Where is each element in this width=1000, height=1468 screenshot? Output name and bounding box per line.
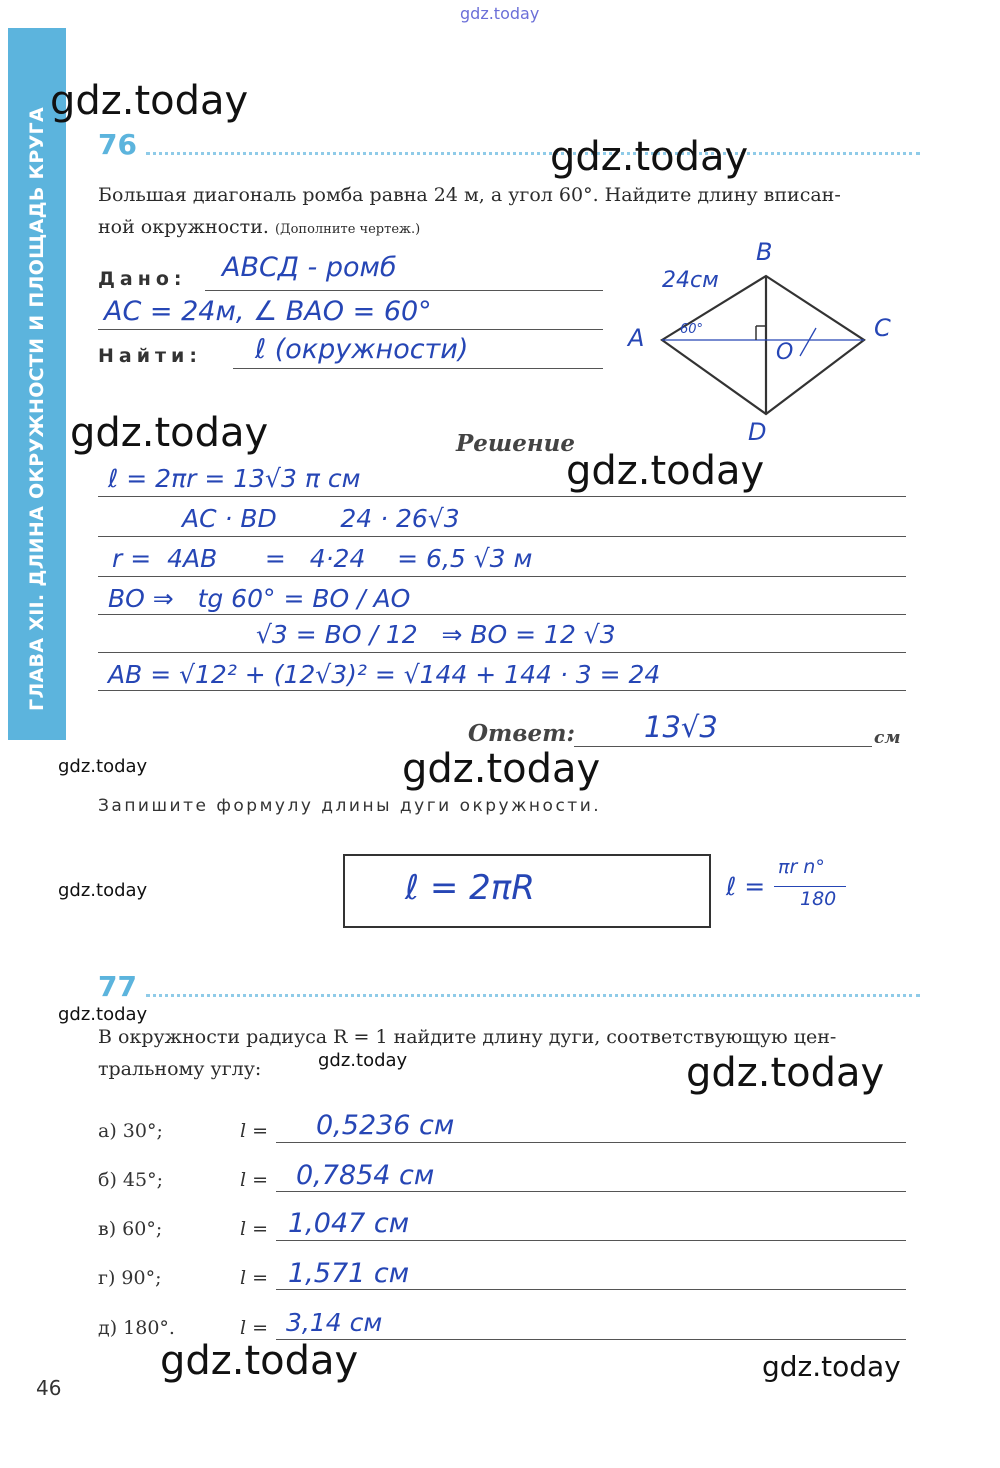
item-c-answer: 1,047 см (288, 1208, 410, 1239)
item-c-line (276, 1240, 906, 1241)
item-d-label: г) 90°; (98, 1267, 162, 1289)
item-a-label: а) 30°; (98, 1120, 163, 1142)
formula-box (343, 854, 711, 928)
task-77-text-line1: В окружности радиуса R = 1 найдите длину дуги, соответствующую цен- (98, 1026, 837, 1048)
watermark-2: gdz.today (550, 134, 749, 180)
task-76-hint: (Дополните чертеж.) (274, 222, 421, 237)
solution-line-6 (98, 690, 906, 691)
solution-hw-1: ℓ = 2πr = 13√3 π см (108, 464, 361, 493)
center-o-label: O (776, 340, 794, 365)
task-76-number: 76 (98, 128, 137, 161)
watermark-9: gdz.today (318, 1050, 408, 1071)
task-77-text-line2: тральному углу: (98, 1058, 262, 1080)
arc-formula-prompt: Запишите формулу длины дуги окружности. (98, 796, 602, 816)
vertex-b-label: B (756, 238, 773, 266)
arc-formula-fraction-bar (774, 886, 846, 887)
page-number: 46 (36, 1376, 62, 1400)
item-d-line (276, 1289, 906, 1290)
item-a-line (276, 1142, 906, 1143)
side-length-label: 24см (662, 268, 719, 293)
given-label: Дано: (98, 268, 187, 290)
task-76-text-line1: Большая диагональ ромба равна 24 м, а угол 60°. Найдите длину вписан- (98, 184, 841, 206)
solution-hw-5: √3 = BO / 12 ⇒ BO = 12 √3 (256, 620, 616, 649)
vertex-c-label: C (874, 314, 891, 342)
watermark-top: gdz.today (460, 4, 540, 23)
solution-hw-4: BO ⇒ tg 60° = BO / AO (108, 584, 411, 613)
solution-line-1 (98, 496, 906, 497)
solution-line-5 (98, 652, 906, 653)
solution-hw-3: r = 4AB = 4·24 = 6,5 √3 м (112, 544, 533, 573)
item-d-answer: 1,571 см (288, 1258, 410, 1289)
watermark-5: gdz.today (58, 756, 148, 777)
item-e-answer: 3,14 см (286, 1308, 383, 1337)
given-handwriting-1: ABCД - ромб (222, 252, 397, 283)
given-line-1 (205, 290, 603, 291)
watermark-8: gdz.today (58, 1004, 148, 1025)
task-77-number: 77 (98, 970, 137, 1003)
radius-stroke (800, 328, 816, 356)
solution-hw-6: AB = √12² + (12√3)² = √144 + 144 · 3 = 24 (108, 660, 661, 689)
item-b-answer: 0,7854 см (296, 1160, 435, 1191)
arc-formula-numerator: πr n° (778, 856, 825, 878)
given-line-2 (98, 329, 603, 330)
task-76-text-line2 (98, 212, 420, 245)
watermark-3: gdz.today (70, 410, 269, 456)
watermark-7: gdz.today (58, 880, 148, 901)
answer-line (574, 746, 872, 747)
solution-line-3 (98, 576, 906, 577)
item-a-answer: 0,5236 см (316, 1110, 455, 1141)
task-76-text-line2-main: ной окружности. (98, 216, 269, 238)
item-e-line (276, 1339, 906, 1340)
watermark-12: gdz.today (762, 1350, 901, 1383)
item-b-l: l = (240, 1169, 269, 1191)
item-a-l: l = (240, 1120, 269, 1142)
answer-unit: см (874, 728, 901, 748)
watermark-11: gdz.today (160, 1338, 359, 1384)
item-c-label: в) 60°; (98, 1218, 163, 1240)
formula-box-handwriting: ℓ = 2πR (405, 868, 535, 908)
item-b-label: б) 45°; (98, 1169, 163, 1191)
watermark-10: gdz.today (686, 1050, 885, 1096)
arc-formula-lhs: ℓ = (726, 872, 766, 901)
task-77-divider (146, 994, 920, 997)
task-76-divider (146, 152, 920, 155)
solution-line-2 (98, 536, 906, 537)
answer-handwriting: 13√3 (644, 710, 718, 744)
find-line (233, 368, 603, 369)
chapter-title: ГЛАВА XII. ДЛИНА ОКРУЖНОСТИ И ПЛОЩАДЬ КРУГА (26, 107, 48, 711)
item-c-l: l = (240, 1218, 269, 1240)
solution-heading: Решение (456, 430, 576, 457)
vertex-d-label: D (748, 418, 767, 446)
chapter-sidebar (8, 28, 66, 740)
watermark-6: gdz.today (402, 746, 601, 792)
item-b-line (276, 1191, 906, 1192)
solution-hw-2: AC · BD 24 · 26√3 (182, 504, 460, 533)
rhombus-outline (662, 276, 864, 414)
vertex-a-label: A (628, 324, 645, 352)
solution-line-4 (98, 614, 906, 615)
item-e-l: l = (240, 1317, 269, 1339)
item-e-label: д) 180°. (98, 1317, 175, 1339)
item-d-l: l = (240, 1267, 269, 1289)
answer-label: Ответ: (468, 720, 575, 747)
find-handwriting: ℓ (окружности) (255, 334, 469, 365)
watermark-1: gdz.today (50, 78, 249, 124)
given-handwriting-2: AC = 24м, ∠ BAO = 60° (104, 296, 432, 327)
watermark-4: gdz.today (566, 448, 765, 494)
angle-label: 60° (680, 322, 704, 337)
find-label: Найти: (98, 345, 202, 367)
arc-formula-denominator: 180 (800, 888, 837, 910)
